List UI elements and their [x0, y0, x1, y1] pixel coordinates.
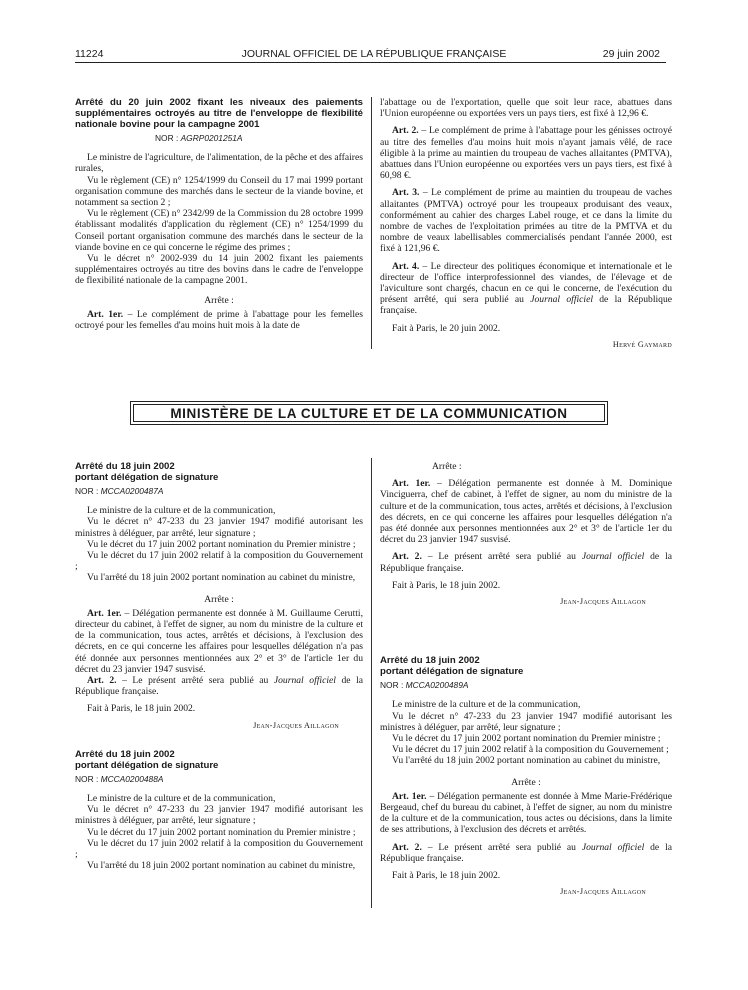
nor-label: NOR : — [155, 133, 181, 143]
decree-mcca0200489a — [380, 655, 672, 897]
article-label: Art. 3. — [392, 187, 420, 199]
article-text: – Délégation permanente est donnée à M. Dominique Vinciguerra, chef de cabinet, à l'effet de signer, au nom du ministre de la culture et de la communication, tous actes, arrêtés et décisions, à l'exclusion des décrets, en ce qui concerne les affaires pour lesquelles délégation n'a pas été donnée aux personnes mentionnées aux 2° et 3° de l'article 1er du décret du 23 janvier 1947 susvisé. — [380, 478, 672, 546]
nor-code: MCCA0200487A — [100, 486, 164, 496]
article-text: – Délégation permanente est donnée à Mme Marie-Frédérique Bergeaud, chef du bureau du cabinet, à l'effet de signer, au nom du ministre de la culture et de la communication, tous actes ou décisions, dans la limite de ses attributions, à l'exclusion des décrets et arrêtés. — [380, 790, 672, 836]
preamble-minister: Le ministre de la culture et de la communication, — [87, 505, 276, 517]
article-label: Art. 2. — [87, 675, 117, 687]
nor-reference — [75, 486, 363, 497]
nor-label: NOR : — [75, 486, 101, 496]
column-divider-bottom — [371, 458, 372, 908]
visa-paragraph: Vu l'arrêté du 18 juin 2002 portant nomination au cabinet du ministre, — [392, 755, 661, 767]
visa-paragraph: Vu le règlement (CE) n° 1254/1999 du Conseil du 17 mai 1999 portant organisation commune des marchés dans le secteur de la viande bovine, et notamment sa section 2 ; — [75, 174, 363, 209]
article-label: Art. 4. — [392, 260, 420, 272]
article-label: Art. 1er. — [392, 790, 427, 802]
decree-mcca0200488a — [75, 749, 363, 872]
page-number: 11224 — [75, 48, 104, 60]
article-2 — [380, 125, 672, 181]
article-label: Art. 2. — [392, 551, 422, 563]
signature: Hervé Gaymard — [612, 339, 672, 349]
decree-culture-column-left — [75, 461, 363, 871]
decree-subtitle: portant délégation de signature — [75, 759, 219, 771]
nor-code: MCCA0200488A — [100, 773, 164, 784]
visa-paragraph: Vu le décret du 17 juin 2002 portant nomination du Premier ministre ; — [87, 826, 356, 838]
article-text: – Le directeur des politiques économique et internationale et le directeur de l'office interprofessionnel des viandes, de l'élevage et de l'aviculture sont chargés, chacun en ce qui le concerne, de l'exécution du présent arrêté, qui sera publié au — [380, 260, 672, 306]
arrete-label: Arrête : — [204, 593, 234, 605]
decree-mcca0200487a — [75, 461, 363, 731]
article-text: – Le présent arrêté sera publié au — [116, 675, 274, 687]
arrete-label: Arrête : — [432, 461, 462, 472]
journal-officiel-ref: Journal officiel — [530, 294, 593, 306]
decree-title: Arrêté du 18 juin 2002 — [380, 655, 480, 667]
decree-culture-column-right — [380, 461, 672, 897]
preamble-minister: Le ministre de la culture et de la communication, — [392, 699, 581, 711]
article-text: – Délégation permanente est donnée à M. Guillaume Cerutti, directeur du cabinet, à l'effet de signer, au nom du ministre de la culture et de la communication, tous actes, arrêtés et décisions, à l'exclusion des décrets, en ce qui concerne les affaires pour lesquelles délégation n'a pas été donnée aux personnes mentionnées aux 2° et 3° de l'article 1er du décret du 23 janvier 1947 susvisé. — [75, 607, 363, 675]
visa-paragraph: Vu le décret du 17 juin 2002 relatif à la composition du Gouvernement ; — [75, 550, 363, 573]
visa-paragraph: Vu le décret n° 2002-939 du 14 juin 2002 fixant les paiements supplémentaires octroyés au titre des bovins dans le cadre de l'enveloppe de flexibilité nationale de la campagne 2001. — [75, 253, 363, 287]
decree-agriculture — [75, 97, 363, 331]
ministry-banner — [130, 401, 608, 425]
visa-paragraph: Vu le règlement (CE) n° 2342/99 de la Commission du 28 octobre 1999 établissant modalités d'application du règlement (CE) n° 1254/1999 du Conseil portant organisation commune des marchés dans le secteur de la viande bovine en ce qui concerne le régime des primes ; — [75, 208, 363, 253]
article-4 — [380, 261, 672, 317]
done-at-paris: Fait à Paris, le 20 juin 2002. — [392, 322, 501, 334]
nor-code: AGRP0201251A — [180, 133, 243, 143]
ministry-banner-text: MINISTÈRE DE LA CULTURE ET DE LA COMMUNICATION — [170, 405, 568, 421]
article-label: Art. 1er. — [87, 607, 122, 619]
visa-paragraph: Vu l'arrêté du 18 juin 2002 portant nomination au cabinet du ministre, — [87, 860, 356, 872]
header-rule — [75, 62, 666, 63]
article-2 — [380, 551, 672, 573]
visa-paragraph: Vu le décret du 17 juin 2002 portant nomination du Premier ministre ; — [392, 733, 661, 745]
preamble-minister: Le ministre de l'agriculture, de l'alimentation, de la pêche et des affaires rurales, — [75, 152, 363, 175]
article-text: – Le complément de prime à l'abattage pour les femelles octroyé pour les femelles d'au moins huit mois à la date de — [75, 308, 363, 332]
decree-agriculture-continued — [380, 97, 672, 350]
article-text: de la République française. — [380, 841, 672, 864]
visa-paragraph: Vu le décret n° 47-233 du 23 janvier 1947 modifié autorisant les ministres à déléguer, par arrêté, leur signature ; — [75, 804, 363, 827]
column-divider-top — [371, 97, 372, 349]
article-text: – Le complément de prime à l'abattage pour les génisses octroyé au titre des femelles d'au moins huit mois n'ayant jamais vêlé, de race éligible à la prime au maintien du troupeau de vaches allaitantes (PMTVA), abattues dans l'Union européenne ou exportées vers un pays tiers, est fixé à 60,98 €. — [380, 125, 673, 182]
visa-paragraph: Vu le décret du 17 juin 2002 relatif à la composition du Gouvernement ; — [75, 837, 363, 861]
article-text: – Le présent arrêté sera publié au — [421, 841, 582, 853]
article-text: de la République française. — [380, 294, 672, 317]
article-label: Art. 1er. — [87, 308, 124, 320]
journal-officiel-ref: Journal officiel — [581, 841, 645, 853]
article-1 — [75, 608, 363, 675]
done-at-paris: Fait à Paris, le 18 juin 2002. — [392, 870, 501, 882]
nor-reference — [75, 774, 363, 785]
journal-title: JOURNAL OFFICIEL DE LA RÉPUBLIQUE FRANÇAISE — [241, 48, 507, 60]
issue-date: 29 juin 2002 — [602, 48, 660, 60]
article-text: de la République française. — [380, 551, 672, 574]
nor-reference — [75, 133, 363, 144]
article-2 — [380, 842, 672, 864]
article-1 — [380, 478, 672, 545]
done-at-paris: Fait à Paris, le 18 juin 2002. — [392, 579, 501, 591]
decree-title: Arrêté du 18 juin 2002 — [75, 461, 175, 472]
nor-code: MCCA0200489A — [405, 680, 469, 691]
visa-paragraph: Vu le décret n° 47-233 du 23 janvier 1947 modifié autorisant les ministres à déléguer, par arrêté, leur signature ; — [75, 516, 363, 539]
signature: Jean-Jacques Aillagon — [560, 887, 646, 897]
done-at-paris: Fait à Paris, le 18 juin 2002. — [87, 703, 196, 715]
decree-mcca0200488a-continued — [380, 461, 672, 607]
visa-paragraph: Vu le décret du 17 juin 2002 portant nomination du Premier ministre ; — [87, 538, 356, 550]
article-text: – Le présent arrêté sera publié au — [421, 551, 582, 563]
nor-reference — [380, 680, 672, 691]
article-2 — [75, 675, 363, 697]
article-text: – Le complément de prime au maintien du troupeau de vaches allaitantes (PMTVA) octroyé pour les troupeaux produisant des veaux, conformément au cahier des charges Label rouge, et ce dans la limite du nombre de vaches de l'exploitation primées au titre de la PMTVA et du nombre de veaux labellisables commercialisés pendant l'année 2000, est fixé à 121,96 €. — [380, 187, 672, 255]
signature: Jean-Jacques Aillagon — [560, 597, 646, 607]
continued-paragraph: l'abattage ou de l'exportation, quelle que soit leur race, abattues dans l'Union européenne ou exportées vers un pays tiers, est fixé à 12,96 €. — [380, 97, 672, 120]
signature: Jean-Jacques Aillagon — [253, 720, 339, 730]
article-text: de la République française. — [75, 675, 364, 698]
nor-label: NOR : — [75, 773, 101, 784]
article-1 — [380, 791, 672, 836]
journal-officiel-ref: Journal officiel — [273, 675, 336, 687]
article-label: Art. 2. — [392, 841, 422, 853]
visa-paragraph: Vu l'arrêté du 18 juin 2002 portant nomination au cabinet du ministre, — [87, 572, 356, 584]
article-label: Art. 1er. — [392, 478, 431, 490]
visa-paragraph: Vu le décret n° 47-233 du 23 janvier 1947 modifié autorisant les ministres à déléguer, par arrêté, leur signature ; — [380, 710, 672, 733]
decree-title: Arrêté du 18 juin 2002 — [75, 748, 175, 760]
nor-label: NOR : — [380, 680, 406, 691]
decree-subtitle: portant délégation de signature — [75, 472, 219, 483]
article-label: Art. 2. — [392, 125, 419, 137]
arrete-label: Arrête : — [204, 294, 234, 306]
article-3 — [380, 187, 672, 254]
arrete-label: Arrête : — [511, 776, 541, 788]
journal-officiel-ref: Journal officiel — [581, 551, 645, 563]
article-1 — [75, 309, 363, 331]
decree-subtitle: portant délégation de signature — [380, 666, 524, 678]
visa-paragraph: Vu le décret du 17 juin 2002 relatif à la composition du Gouvernement ; — [392, 744, 669, 756]
preamble-minister: Le ministre de la culture et de la communication, — [87, 793, 276, 805]
decree-title: Arrêté du 20 juin 2002 fixant les niveaux des paiements supplémentaires octroyés au titre de l'enveloppe de flexibilité nationale bovine pour la campagne 2001 — [75, 97, 363, 130]
